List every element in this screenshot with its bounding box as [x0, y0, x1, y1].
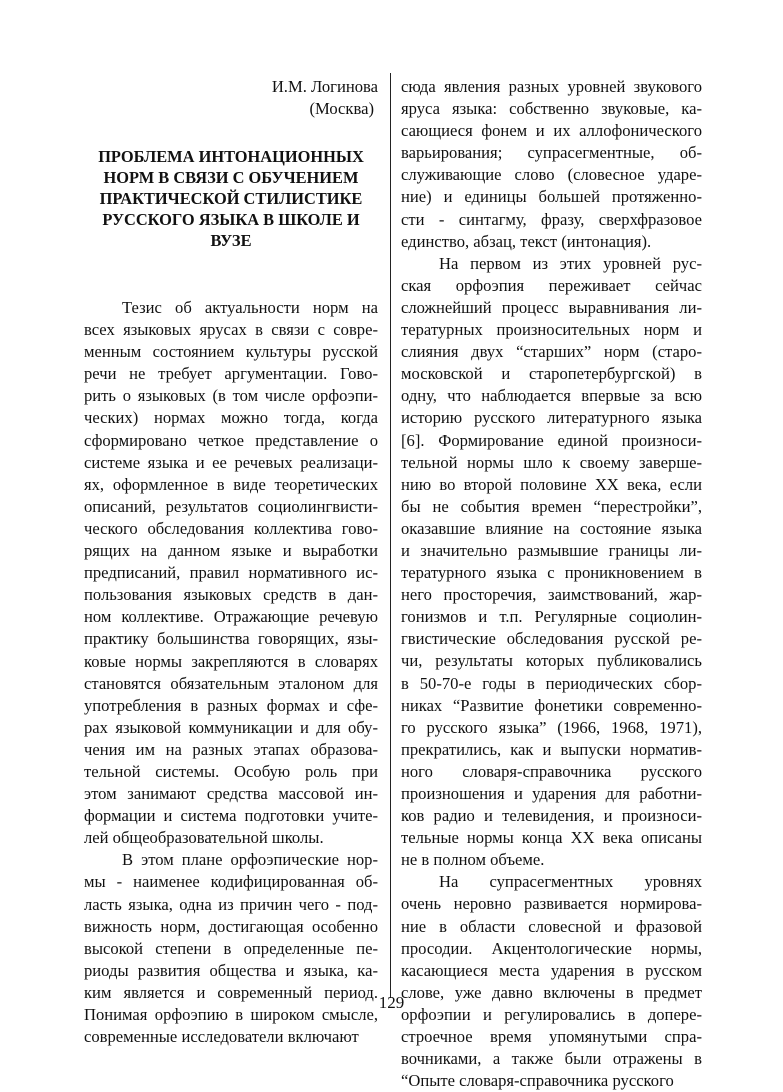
text-line: сложнейший процесс выравнивания ли-: [401, 297, 702, 317]
text-line: московской и старопетербургской) в: [401, 364, 702, 384]
text-line: гвистические обследования русской ре-: [401, 629, 702, 649]
text-line: служивающие слово (словесное ударе-: [401, 165, 702, 185]
text-line: [6]. Формирование единой произноси-: [401, 430, 702, 450]
text-line: чи, результаты которых публиковались: [401, 651, 702, 671]
text-line: ковые нормы закрепляются в словарях: [84, 651, 378, 671]
text-line: тературных произносительных норм и: [401, 320, 702, 340]
text-line: высокой степени в определенные пе-: [84, 938, 378, 958]
title-line: НОРМ В СВЯЗИ С ОБУЧЕНИЕМ: [103, 168, 359, 187]
text-line: предписаний, правил нормативного ис-: [84, 563, 378, 583]
text-line: очень неровно развивается нормирова-: [401, 894, 702, 914]
text-line: него просторечия, заимствований, жар-: [401, 585, 702, 605]
text-line: современные исследователи включают: [84, 1027, 359, 1047]
text-line: тельные нормы конца XX века описаны: [401, 828, 702, 848]
text-line: ном коллективе. Отражающие речевую: [84, 607, 378, 627]
text-line: произношения и ударения для работни-: [401, 784, 702, 803]
text-line: мы - наименее кодифицированная об-: [84, 872, 378, 892]
left-body-text: [84, 297, 378, 1048]
text-line: становятся обязательным эталоном для: [84, 673, 378, 693]
text-line: всех языковых ярусах в связи с совре-: [84, 320, 378, 340]
text-line: этом занимают средства массовой ин-: [84, 784, 378, 804]
text-line: речи не требует аргументации. Гово-: [84, 364, 378, 384]
text-line: историю русского литературного языка: [401, 408, 702, 428]
text-line: и значительно размывшие границы ли-: [401, 540, 702, 560]
title-line: ПРАКТИЧЕСКОЙ СТИЛИСТИКЕ: [99, 189, 363, 208]
text-line: ческого обследования коллектива гово-: [84, 518, 378, 538]
text-line: сформировано четкое представление о: [84, 430, 378, 450]
text-line: нию во второй половине XX века, если: [401, 474, 702, 494]
text-line: вижность норм, достигающая особенно: [84, 916, 378, 936]
right-column: [401, 76, 702, 1092]
text-line: сюда явления разных уровней звукового: [401, 77, 702, 96]
author-name: И.М. Логинова: [271, 77, 378, 96]
text-line: не в полном объеме.: [401, 850, 545, 870]
text-line: риоды развития общества и языка, ка-: [84, 960, 378, 980]
text-line: го русского языка” (1966, 1968, 1971),: [401, 717, 702, 737]
text-line: “Опыте словаря-справочника русского: [401, 1071, 674, 1091]
text-line: описаний, результатов социолингвисти-: [84, 496, 378, 516]
text-line: слияния двух “старших” норм (старо-: [401, 342, 702, 362]
text-line: ние в области словесной и фразовой: [401, 916, 702, 936]
text-line: варьирования; супрасегментные, об-: [401, 143, 702, 163]
title-line: ВУЗЕ: [210, 231, 252, 250]
text-line: ние) и единицы большей протяженно-: [401, 187, 702, 207]
text-line: прекратились, как и выпуски норматив-: [401, 739, 702, 759]
title-line: РУССКОГО ЯЗЫКА В ШКОЛЕ И: [102, 210, 360, 229]
text-line: сти - синтагму, фразу, сверхфразовое: [401, 209, 702, 229]
text-line: Тезис об актуальности норм на: [122, 298, 378, 317]
text-line: рить о языковых (в том числе орфоэпи-: [84, 386, 378, 406]
text-line: единство, абзац, текст (интонация).: [401, 231, 652, 251]
text-line: вочниками, а также были отражены в: [401, 1049, 702, 1069]
text-line: лей общеобразовательной школы.: [84, 828, 324, 848]
text-line: гонизмов и т.п. Регулярные социолин-: [401, 607, 702, 627]
text-line: одну, что наблюдается впервые за всю: [401, 386, 702, 406]
text-line: никах “Развитие фонетики современно-: [401, 695, 702, 715]
text-line: тельной нормы шло к своему заверше-: [401, 452, 702, 472]
title-line: ПРОБЛЕМА ИНТОНАЦИОННЫХ: [98, 147, 364, 166]
text-line: сающиеся фонем и их аллофонического: [401, 121, 702, 141]
text-line: ного словаря-справочника русского: [401, 761, 702, 781]
text-line: употребления в разных формах и сфе-: [84, 695, 378, 715]
right-body-text: [401, 76, 702, 1092]
text-line: ким является и современный период.: [84, 982, 378, 1002]
text-line: строечное время упомянутыми спра-: [401, 1027, 702, 1047]
text-line: чения им на разных этапах образова-: [84, 739, 378, 759]
left-column: [84, 76, 378, 1048]
text-line: бы не события времен “перестройки”,: [401, 496, 702, 516]
text-line: На первом из этих уровней рус-: [439, 253, 702, 273]
text-line: рах языковой коммуникации и для обу-: [84, 717, 378, 737]
text-line: слове, уже давно включены в предмет: [401, 982, 702, 1002]
text-line: менным состоянием культуры русской: [84, 342, 378, 362]
text-line: ласть языка, одна из причин чего - под-: [84, 894, 378, 914]
text-line: яруса языка: собственно звуковые, ка-: [401, 99, 702, 119]
text-line: рящих на данном языке и выработки: [84, 541, 378, 561]
text-line: Понимая орфоэпию в широком смысле,: [84, 1005, 378, 1024]
text-line: орфоэпии и регулировались в допере-: [401, 1004, 702, 1024]
text-line: практику большинства говорящих, язы-: [84, 629, 378, 649]
text-line: пользования языковых средств в дан-: [84, 585, 378, 605]
text-line: В этом плане орфоэпические нор-: [122, 850, 378, 870]
text-line: просодии. Акцентологические нормы,: [401, 938, 702, 958]
text-line: ков радио и телевидения, и произноси-: [401, 806, 702, 826]
text-line: формации и система подготовки учите-: [84, 806, 378, 826]
author-city: (Москва): [309, 99, 374, 118]
text-line: оказавшие влияние на состояние языка: [401, 518, 702, 538]
page-number: 129: [378, 993, 405, 1012]
text-line: касающиеся места ударения в русском: [401, 960, 702, 980]
text-line: ческих) нормах можно тогда, когда: [84, 408, 378, 428]
text-line: в 50-70-е годы в периодических сбор-: [401, 673, 702, 693]
text-line: На супрасегментных уровнях: [439, 872, 702, 892]
article-title: [84, 146, 378, 251]
column-divider: [390, 73, 391, 998]
text-line: ях, оформленное в виде теоретических: [84, 474, 378, 494]
text-line: ская орфоэпия переживает сейчас: [401, 275, 702, 295]
text-line: тературного языка с проникновением в: [401, 563, 702, 583]
text-line: системе языка и ее речевых реализаци-: [84, 452, 378, 472]
text-line: тельной системы. Особую роль при: [84, 761, 378, 781]
